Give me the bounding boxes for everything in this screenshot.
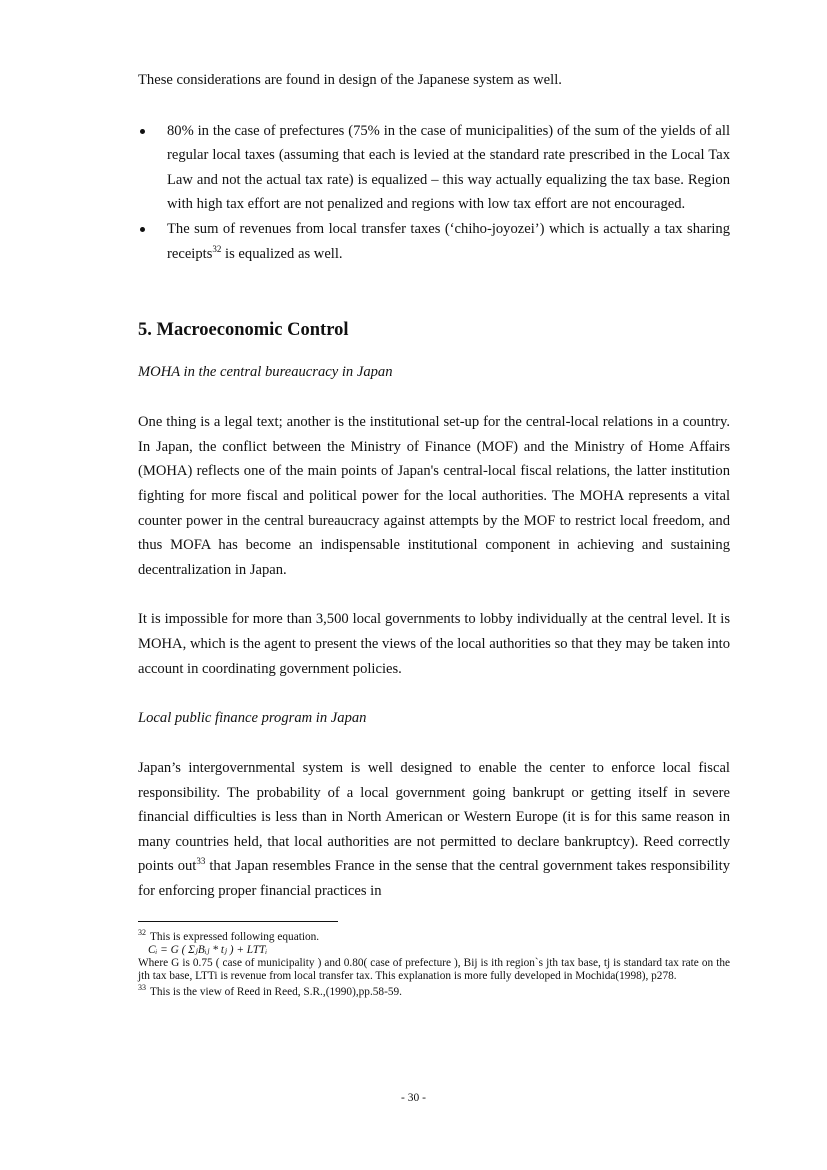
footnote-33 [138, 982, 730, 999]
footnote-divider [138, 921, 338, 922]
document-page [138, 68, 730, 999]
intro-paragraph: These considerations are found in design of the Japanese system as well. [138, 72, 562, 88]
section-title: 5. Macroeconomic Control [138, 320, 349, 341]
paragraph-fiscal-responsibility [138, 756, 730, 904]
paragraph-lobbying: It is impossible for more than 3,500 local governments to lobby individually at the central level. It is MOHA, which is the agent to present the views of the local authorities so that they may be taken into account in coordinating government policies. [138, 611, 730, 677]
footnote-number: 33 [138, 982, 146, 992]
bullet-list [138, 119, 730, 267]
subheading-local-public-finance: Local public finance program in Japan [138, 710, 367, 727]
footnote-ref-33: 33 [196, 856, 206, 867]
bullet-dot-icon [140, 227, 145, 232]
page-number: - 30 - [401, 1092, 426, 1104]
subheading-moha: MOHA in the central bureaucracy in Japan [138, 364, 393, 381]
footnote-text: This is the view of Reed in Reed, S.R.,(1990),pp.58-59. [150, 985, 402, 998]
bullet-dot-icon [140, 129, 145, 134]
bullet-text: The sum of revenues from local transfer taxes (‘chiho-joyozei’) which is actually a tax sharing receipts [167, 220, 730, 262]
bullet-item-transfer-taxes [138, 217, 730, 266]
footnote-ref-32: 32 [212, 243, 222, 254]
footnote-number: 32 [138, 927, 146, 937]
bullet-text: 80% in the case of prefectures (75% in the case of municipalities) of the sum of the yields of all regular local taxes (assuming that each is levied at the standard rate prescribed in the Local Tax Law and not the actual tax rate) is equalized – this way actually equalizing the tax base. Region with high tax effort are not penalized and regions with low tax effort are not encouraged. [167, 122, 730, 213]
paragraph-text: Japan’s intergovernmental system is well designed to enable the center to enforce local fiscal responsibility. The probability of a local government going bankrupt or getting itself in severe financial difficulties is less than in North American or Western Europe (it is for this same reason in many countries held, that local authorities are not permitted to declare bankruptcy). Reed correctly points out [138, 760, 730, 875]
bullet-text-end: is equalized as well. [221, 245, 343, 262]
footnote-32-intro [138, 927, 730, 944]
bullet-item-equalized-taxes [138, 119, 730, 217]
paragraph-text-end: that Japan resembles France in the sense that the central government takes responsibility for enforcing proper financial practices in [138, 858, 730, 900]
footnote-text: This is expressed following equation. [150, 930, 320, 943]
paragraph-institutional-setup: One thing is a legal text; another is the institutional set-up for the central-local relations in a country. In Japan, the conflict between the Ministry of Finance (MOF) and the Ministry of Home Affairs (MOHA) reflects one of the main points of Japan's central-local fiscal relations, the latter institution fighting for more fiscal and political power for the local authorities. The MOHA represents a vital counter power in the central bureaucracy against attempts by the MOF to restrict local freedom, and thus MOFA has become an indispensable institutional component in achieving and sustaining decentralization in Japan. [138, 414, 730, 578]
footnote-32-equation: Cᵢ = G ( ΣⱼBᵢⱼ * tⱼ ) + LTTᵢ [148, 943, 268, 956]
footnote-32-text: Where G is 0.75 ( case of municipality ) and 0.80( case of prefecture ), Bij is ith region`s jth tax base, tj is standard tax rate on the jth tax base, LTTi is revenue from local transfer tax. This explanation is more fully developed in Mochida(1998), p278. [138, 956, 730, 982]
